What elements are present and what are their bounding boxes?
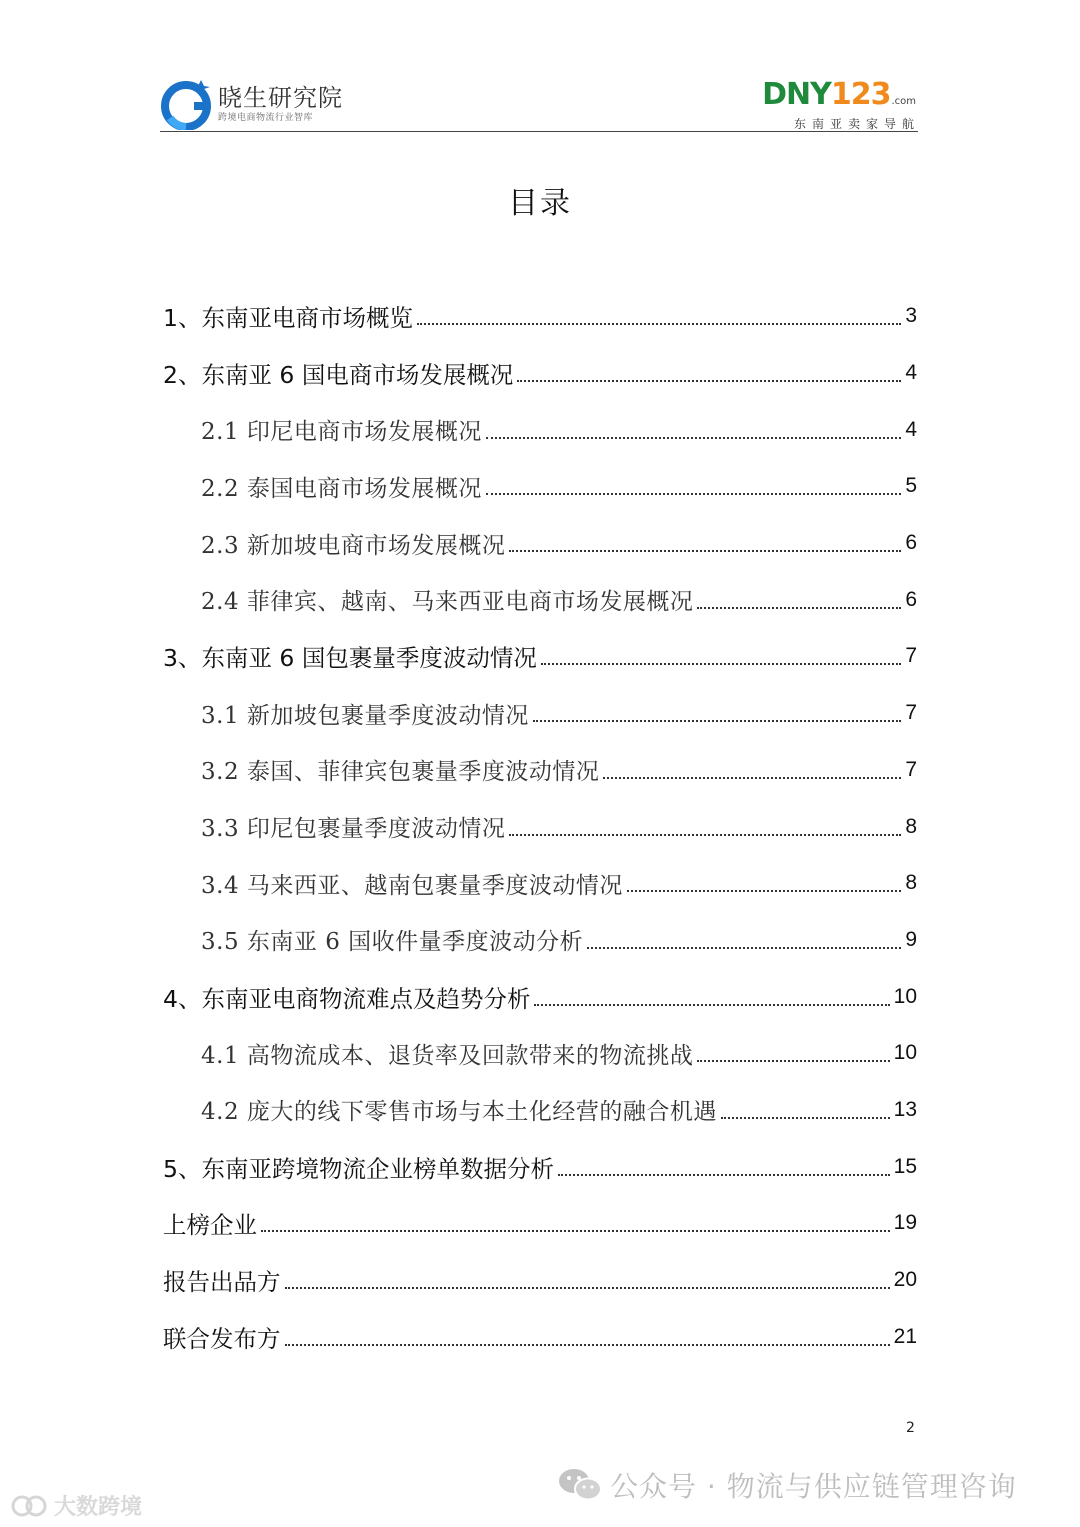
page-number: 2 bbox=[906, 1420, 915, 1436]
toc-entry-label: 报告出品方 bbox=[163, 1268, 281, 1297]
toc-dot-leader bbox=[533, 720, 901, 722]
toc-dot-leader bbox=[558, 1174, 890, 1176]
toc-entry-page: 8 bbox=[905, 814, 917, 838]
toc-entry-page: 4 bbox=[905, 361, 917, 385]
toc-entry-label: 3.4 马来西亚、越南包裹量季度波动情况 bbox=[201, 872, 623, 899]
toc-entry[interactable] bbox=[163, 1252, 917, 1309]
toc-entry-label: 5、东南亚跨境物流企业榜单数据分析 bbox=[163, 1154, 554, 1183]
toc-dot-leader bbox=[486, 493, 901, 495]
watermark-brand-text: 大数跨境 bbox=[54, 1495, 143, 1520]
brand-icon bbox=[10, 1493, 50, 1519]
toc-entry[interactable] bbox=[163, 1082, 917, 1139]
toc-entry-page: 21 bbox=[893, 1324, 917, 1348]
toc-dot-leader bbox=[486, 437, 901, 439]
toc-entry[interactable] bbox=[163, 685, 917, 742]
toc-entry-page: 6 bbox=[905, 587, 917, 611]
toc-dot-leader bbox=[517, 380, 901, 382]
toc-entry-page: 8 bbox=[905, 871, 917, 895]
toc-entry-label: 4.1 高物流成本、退货率及回款带来的物流挑战 bbox=[201, 1042, 694, 1069]
toc-entry-page: 19 bbox=[893, 1211, 917, 1235]
toc-entry-page: 7 bbox=[905, 701, 917, 725]
xiaosheng-logo bbox=[160, 76, 343, 132]
toc-entry-label: 3.2 泰国、菲律宾包裹量季度波动情况 bbox=[201, 759, 600, 786]
toc-dot-leader bbox=[721, 1117, 890, 1119]
page-header bbox=[160, 70, 918, 132]
toc-dot-leader bbox=[261, 1230, 890, 1232]
toc-dot-leader bbox=[509, 550, 901, 552]
toc-entry-page: 5 bbox=[905, 474, 917, 498]
toc-entry-label: 2、东南亚 6 国电商市场发展概况 bbox=[163, 361, 514, 390]
g-logo-icon bbox=[160, 78, 212, 130]
toc-entry[interactable] bbox=[163, 912, 917, 969]
toc-entry-label: 4、东南亚电商物流难点及趋势分析 bbox=[163, 984, 531, 1013]
watermark-brand bbox=[10, 1490, 142, 1521]
toc-entry-label: 3.3 印尼包裹量季度波动情况 bbox=[201, 816, 506, 843]
toc-entry-page: 20 bbox=[893, 1268, 917, 1292]
toc-entry-label: 2.3 新加坡电商市场发展概况 bbox=[201, 532, 506, 559]
toc-entry-label: 4.2 庞大的线下零售市场与本土化经营的融合机遇 bbox=[201, 1099, 717, 1126]
table-of-contents bbox=[163, 288, 917, 1365]
toc-dot-leader bbox=[417, 323, 901, 325]
toc-dot-leader bbox=[697, 1060, 889, 1062]
watermark-wechat bbox=[558, 1465, 1017, 1505]
toc-dot-leader bbox=[603, 777, 901, 779]
logo-123-text: 123 bbox=[830, 77, 891, 112]
toc-dot-leader bbox=[541, 663, 901, 665]
logo-subtitle: 跨境电商物流行业智库 bbox=[218, 113, 314, 123]
toc-entry-label: 3.1 新加坡包裹量季度波动情况 bbox=[201, 702, 529, 729]
toc-entry[interactable] bbox=[163, 288, 917, 345]
logo-com-text: .com bbox=[891, 96, 916, 107]
toc-dot-leader bbox=[587, 947, 901, 949]
logo-dny-text: DNY bbox=[762, 77, 831, 112]
logo-right-subtitle: 东南亚卖家导航 bbox=[793, 117, 920, 131]
toc-entry-page: 9 bbox=[905, 927, 917, 951]
toc-entry-page: 6 bbox=[905, 531, 917, 555]
wechat-icon bbox=[558, 1467, 602, 1503]
toc-entry[interactable] bbox=[163, 628, 917, 685]
toc-entry[interactable] bbox=[163, 458, 917, 515]
toc-entry-page: 15 bbox=[893, 1154, 917, 1178]
toc-entry-page: 7 bbox=[905, 757, 917, 781]
toc-dot-leader bbox=[627, 890, 901, 892]
toc-entry[interactable] bbox=[163, 1025, 917, 1082]
logo-name: 晓生研究院 bbox=[218, 84, 343, 112]
page-title: 目录 bbox=[508, 186, 572, 221]
toc-dot-leader bbox=[285, 1344, 890, 1346]
toc-entry-label: 3.5 东南亚 6 国收件量季度波动分析 bbox=[201, 929, 584, 956]
toc-dot-leader bbox=[697, 607, 901, 609]
toc-entry[interactable] bbox=[163, 515, 917, 572]
toc-entry[interactable] bbox=[163, 742, 917, 799]
toc-entry[interactable] bbox=[163, 798, 917, 855]
toc-entry-page: 3 bbox=[905, 304, 917, 328]
toc-entry-page: 4 bbox=[905, 417, 917, 441]
toc-entry-label: 联合发布方 bbox=[163, 1324, 281, 1353]
toc-entry-page: 7 bbox=[905, 644, 917, 668]
toc-entry-label: 1、东南亚电商市场概览 bbox=[163, 304, 413, 333]
toc-entry-label: 3、东南亚 6 国包裹量季度波动情况 bbox=[163, 644, 537, 673]
toc-entry-page: 13 bbox=[893, 1097, 917, 1121]
toc-entry[interactable] bbox=[163, 345, 917, 402]
toc-entry-label: 2.4 菲律宾、越南、马来西亚电商市场发展概况 bbox=[201, 589, 694, 616]
toc-entry[interactable] bbox=[163, 968, 917, 1025]
watermark-wechat-text: 公众号 · 物流与供应链管理咨询 bbox=[610, 1470, 1017, 1503]
toc-dot-leader bbox=[509, 834, 901, 836]
toc-entry[interactable] bbox=[163, 571, 917, 628]
toc-entry-label: 上榜企业 bbox=[163, 1211, 257, 1240]
dny123-logo bbox=[762, 77, 920, 131]
toc-entry[interactable] bbox=[163, 855, 917, 912]
toc-entry[interactable] bbox=[163, 1138, 917, 1195]
toc-entry-page: 10 bbox=[893, 1041, 917, 1065]
toc-entry-label: 2.1 印尼电商市场发展概况 bbox=[201, 419, 482, 446]
toc-entry[interactable] bbox=[163, 1195, 917, 1252]
toc-entry-page: 10 bbox=[893, 984, 917, 1008]
toc-entry-label: 2.2 泰国电商市场发展概况 bbox=[201, 475, 482, 502]
toc-entry[interactable] bbox=[163, 1308, 917, 1365]
toc-dot-leader bbox=[285, 1287, 890, 1289]
toc-entry[interactable] bbox=[163, 401, 917, 458]
toc-dot-leader bbox=[534, 1004, 889, 1006]
